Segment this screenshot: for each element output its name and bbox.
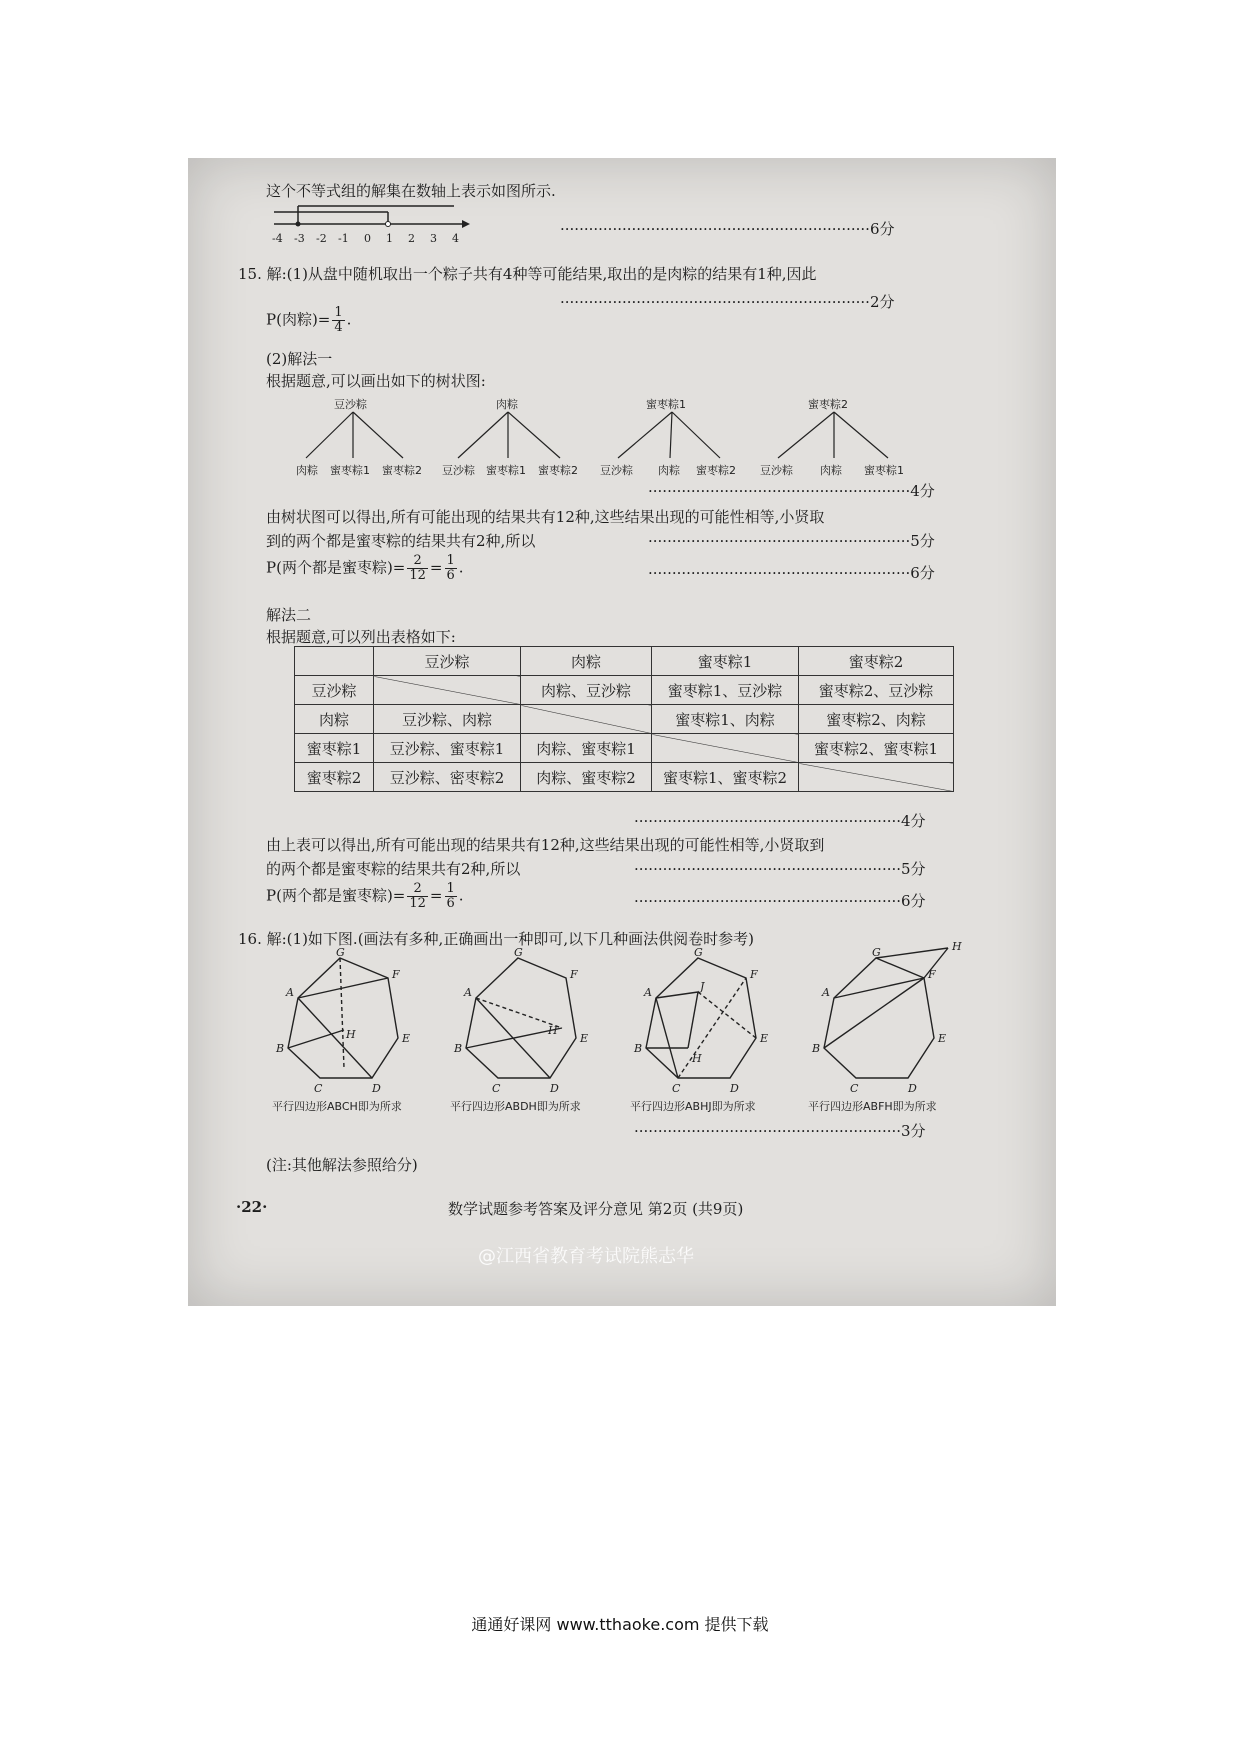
numberline-intro: 这个不等式组的解集在数轴上表示如图所示. <box>266 182 556 200</box>
watermark: @江西省教育考试院熊志华 <box>478 1246 694 1267</box>
tick-label: -2 <box>316 232 327 245</box>
number-line-ticks <box>270 232 470 248</box>
numerator: 2 <box>407 554 428 569</box>
table-header-cell <box>295 647 374 676</box>
figure-caption: 平行四边形ABDH即为所求 <box>450 1100 581 1113</box>
table-cell: 蜜枣粽1 <box>295 734 374 763</box>
score: 4分 <box>910 482 935 500</box>
tick-label: 1 <box>386 232 393 245</box>
svg-text:C: C <box>850 1082 859 1095</box>
method1-intro: 根据题意,可以画出如下的树状图: <box>266 372 486 390</box>
table-header-cell: 蜜枣粽1 <box>652 647 799 676</box>
svg-text:B: B <box>454 1042 463 1055</box>
svg-text:B: B <box>634 1042 643 1055</box>
table-cell: 豆沙粽 <box>295 676 374 705</box>
fraction <box>332 306 344 335</box>
table-row <box>295 734 954 763</box>
method2-intro: 根据题意,可以列出表格如下: <box>266 628 456 646</box>
outcome-table <box>294 646 954 792</box>
table-cell: 蜜枣粽2、肉粽 <box>799 705 954 734</box>
svg-text:B: B <box>276 1042 285 1055</box>
fraction <box>407 882 428 911</box>
score: 2分 <box>869 293 895 311</box>
denominator: 12 <box>409 896 426 911</box>
tick-label: 3 <box>430 232 437 245</box>
svg-text:D: D <box>550 1082 559 1095</box>
tree-root-1: 豆沙粽 <box>334 398 367 411</box>
table-cell: 蜜枣粽2 <box>295 763 374 792</box>
score: 3分 <box>901 1122 926 1140</box>
table-conclusion-1: 由上表可以得出,所有可能出现的结果共有12种,这些结果出现的可能性相等,小贤取到 <box>266 836 825 854</box>
probability-two-dates-2: P(两个都是蜜枣粽)= $\frac{2}{12}$ = $\frac{1}{6}$ . <box>266 881 464 911</box>
table-row <box>295 676 954 705</box>
svg-text:D: D <box>908 1082 917 1095</box>
svg-text:E: E <box>402 1032 411 1045</box>
page-footer-title: 数学试题参考答案及评分意见 第2页 (共9页) <box>448 1200 744 1218</box>
table-cell: 肉粽、蜜枣粽1 <box>521 734 652 763</box>
svg-text:E: E <box>580 1032 589 1045</box>
tick-label: -3 <box>294 232 305 245</box>
score-line: ························································4分 <box>634 812 926 830</box>
svg-text:F: F <box>928 968 936 981</box>
method2-title: 解法二 <box>266 606 312 624</box>
method1-title: (2)解法一 <box>266 350 333 368</box>
tree-leaf: 蜜枣粽2 <box>696 464 736 477</box>
probability-label: P(肉粽)= <box>266 310 331 329</box>
table-cell: 肉粽、豆沙粽 <box>521 676 652 705</box>
svg-text:G: G <box>514 946 523 959</box>
table-header-cell: 蜜枣粽2 <box>799 647 954 676</box>
probability-label: P(两个都是蜜枣粽)= <box>266 886 406 905</box>
numerator: 1 <box>446 553 455 568</box>
denominator: 6 <box>446 568 455 583</box>
tree-leaf: 肉粽 <box>296 464 318 477</box>
numerator: 1 <box>446 881 455 896</box>
q15-line1: 15. 解:(1)从盘中随机取出一个粽子共有4种等可能结果,取出的是肉粽的结果有1种,因此 <box>238 265 817 283</box>
score: 5分 <box>901 860 926 878</box>
tree-conclusion-2: 到的两个都是蜜枣粽的结果共有2种,所以 <box>266 532 536 550</box>
tree-leaf: 蜜枣粽2 <box>538 464 578 477</box>
tree-conclusion-1: 由树状图可以得出,所有可能出现的结果共有12种,这些结果出现的可能性相等,小贤取 <box>266 508 825 526</box>
svg-text:E: E <box>938 1032 947 1045</box>
score-line: ·······················································4分 <box>648 482 935 500</box>
svg-text:C: C <box>672 1082 681 1095</box>
svg-text:C: C <box>492 1082 501 1095</box>
svg-text:D: D <box>730 1082 739 1095</box>
table-cell: 蜜枣粽1、蜜枣粽2 <box>652 763 799 792</box>
score: 5分 <box>910 532 935 550</box>
numerator: 1 <box>334 305 343 320</box>
score-line: ·································································2分 <box>560 293 895 311</box>
table-diagonal-cell <box>374 676 521 705</box>
svg-text:G: G <box>872 946 881 959</box>
table-header-cell: 肉粽 <box>521 647 652 676</box>
svg-text:F: F <box>392 968 400 981</box>
numerator: 2 <box>407 882 428 897</box>
tick-label: -4 <box>272 232 283 245</box>
tree-leaf: 肉粽 <box>820 464 842 477</box>
fraction <box>445 882 457 911</box>
probability-label: P(两个都是蜜枣粽)= <box>266 558 406 577</box>
tick-label: 0 <box>364 232 371 245</box>
svg-text:J: J <box>700 980 705 993</box>
svg-text:A: A <box>644 986 652 999</box>
tree-leaf: 蜜枣粽2 <box>382 464 422 477</box>
table-cell: 豆沙粽、肉粽 <box>374 705 521 734</box>
denominator: 12 <box>409 568 426 583</box>
photo-of-answer-sheet <box>188 158 1056 1306</box>
table-header-cell: 豆沙粽 <box>374 647 521 676</box>
table-diagonal-cell <box>652 734 799 763</box>
score: 6分 <box>869 220 895 238</box>
score: 4分 <box>901 812 926 830</box>
svg-text:H: H <box>692 1052 702 1065</box>
fraction <box>445 554 457 583</box>
score-line: ·······················································5分 <box>648 532 935 550</box>
tree-leaf: 蜜枣粽1 <box>330 464 370 477</box>
svg-text:G: G <box>336 946 345 959</box>
table-cell: 蜜枣粽2、蜜枣粽1 <box>799 734 954 763</box>
score-line: ························································6分 <box>634 892 926 910</box>
figure-caption: 平行四边形ABHJ即为所求 <box>630 1100 756 1113</box>
score-line: ························································3分 <box>634 1122 926 1140</box>
svg-text:E: E <box>760 1032 769 1045</box>
tree-leaf: 豆沙粽 <box>442 464 475 477</box>
score-line: ························································5分 <box>634 860 926 878</box>
tree-root-4: 蜜枣粽2 <box>808 398 848 411</box>
figure-caption: 平行四边形ABCH即为所求 <box>272 1100 402 1113</box>
table-cell: 豆沙粽、密枣粽2 <box>374 763 521 792</box>
fraction <box>407 554 428 583</box>
answer-sheet-page <box>188 158 1056 1306</box>
table-row <box>295 705 954 734</box>
table-header-row <box>295 647 954 676</box>
svg-text:A: A <box>464 986 472 999</box>
svg-text:C: C <box>314 1082 323 1095</box>
q16-note: (注:其他解法参照给分) <box>266 1156 418 1174</box>
probability-two-dates: P(两个都是蜜枣粽)= $\frac{2}{12}$ = $\frac{1}{6}$ . <box>266 553 464 583</box>
tree-leaf: 豆沙粽 <box>600 464 633 477</box>
page-number: ·22· <box>236 1198 268 1216</box>
table-cell: 肉粽、蜜枣粽2 <box>521 763 652 792</box>
svg-text:D: D <box>372 1082 381 1095</box>
tree-leaf: 肉粽 <box>658 464 680 477</box>
figure-caption: 平行四边形ABFH即为所求 <box>808 1100 937 1113</box>
table-diagonal-cell <box>799 763 954 792</box>
table-cell: 蜜枣粽2、豆沙粽 <box>799 676 954 705</box>
score: 6分 <box>910 564 935 582</box>
table-cell: 蜜枣粽1、肉粽 <box>652 705 799 734</box>
svg-text:F: F <box>570 968 578 981</box>
tree-root-2: 肉粽 <box>496 398 518 411</box>
table-cell: 豆沙粽、蜜枣粽1 <box>374 734 521 763</box>
svg-text:F: F <box>750 968 758 981</box>
table-cell: 肉粽 <box>295 705 374 734</box>
site-footer: 通通好课网 www.tthaoke.com 提供下载 <box>471 1615 769 1634</box>
tree-diagram <box>288 390 1048 480</box>
q16-line1: 16. 解:(1)如下图.(画法有多种,正确画出一种即可,以下几种画法供阅卷时参考) <box>238 930 754 948</box>
table-cell: 蜜枣粽1、豆沙粽 <box>652 676 799 705</box>
denominator: 4 <box>334 320 343 335</box>
tick-label: 4 <box>452 232 459 245</box>
score: 6分 <box>901 892 926 910</box>
svg-text:A: A <box>286 986 294 999</box>
svg-text:G: G <box>694 946 703 959</box>
tree-leaf: 蜜枣粽1 <box>864 464 904 477</box>
table-diagonal-cell <box>521 705 652 734</box>
score-line: ·································································6分 <box>560 220 895 238</box>
svg-text:B: B <box>812 1042 821 1055</box>
svg-text:H: H <box>952 940 962 953</box>
table-row <box>295 763 954 792</box>
probability-meat: P(肉粽)= $\frac{1}{4}$ . <box>266 305 352 335</box>
svg-text:A: A <box>822 986 830 999</box>
table-conclusion-2: 的两个都是蜜枣粽的结果共有2种,所以 <box>266 860 521 878</box>
tree-root-3: 蜜枣粽1 <box>646 398 686 411</box>
tree-leaf: 蜜枣粽1 <box>486 464 526 477</box>
tick-label: 2 <box>408 232 415 245</box>
tree-leaf: 豆沙粽 <box>760 464 793 477</box>
denominator: 6 <box>446 896 455 911</box>
svg-text:H: H <box>346 1028 356 1041</box>
svg-text:H: H <box>548 1024 558 1037</box>
score-line: ·······················································6分 <box>648 564 935 582</box>
tick-label: -1 <box>338 232 349 245</box>
